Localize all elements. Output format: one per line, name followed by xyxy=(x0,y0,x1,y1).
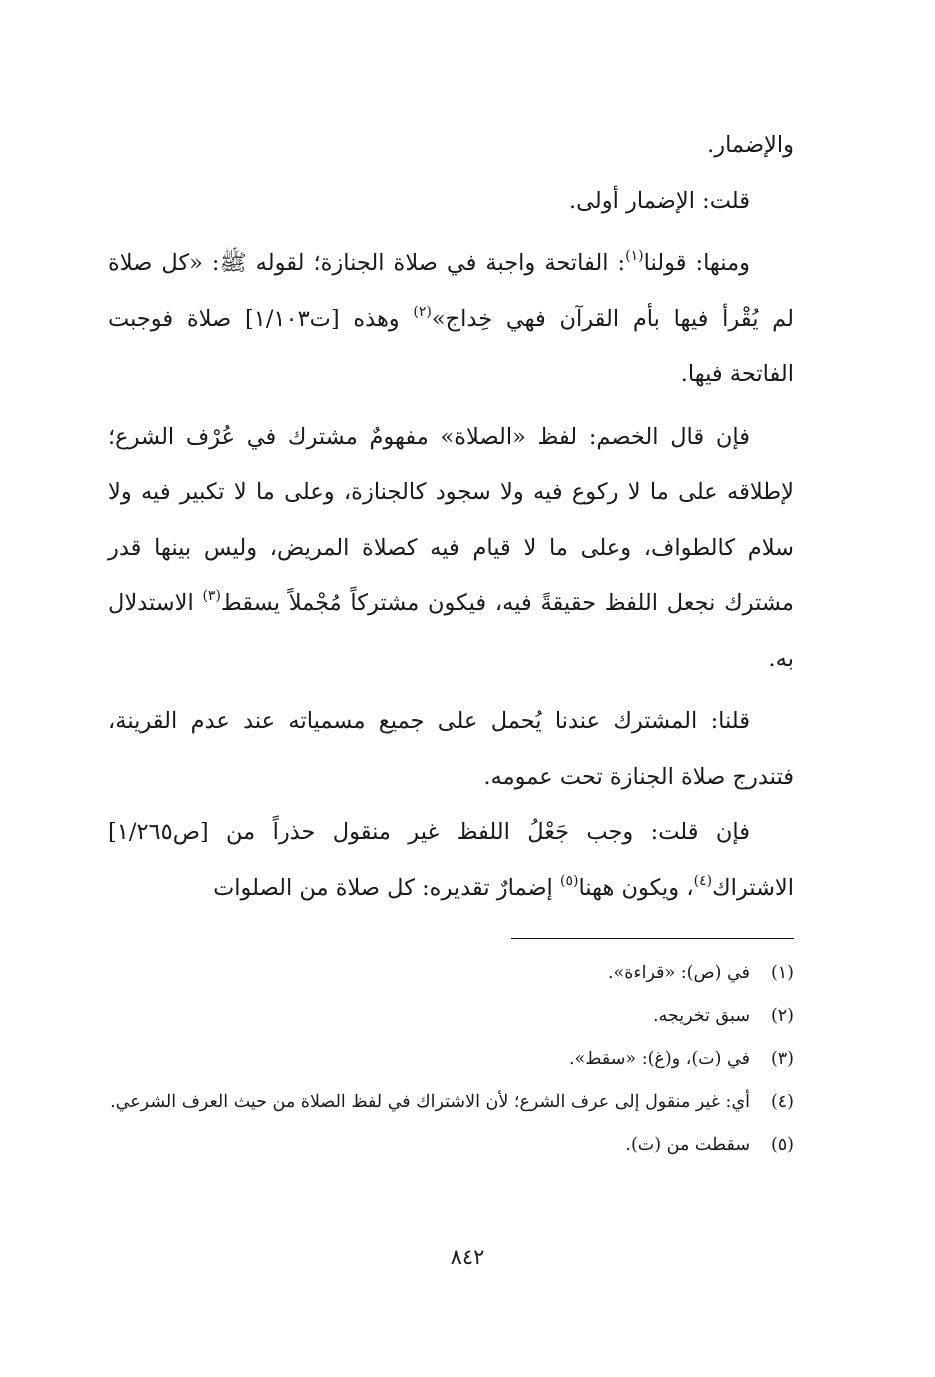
footnotes xyxy=(108,957,794,1172)
footnote-ref-2[interactable]: (٢) xyxy=(413,303,432,320)
paragraph-1 xyxy=(108,118,794,174)
footnote-5 xyxy=(108,1129,794,1161)
footnote-separator xyxy=(511,938,794,939)
footnote-ref-3[interactable]: (٣) xyxy=(202,588,221,604)
paragraph-3-text-a: ومنها: قولنا xyxy=(643,250,751,276)
footnote-number: (٢) xyxy=(770,1006,794,1026)
footnote-number: (٣) xyxy=(770,1049,794,1069)
paragraph-3-text-b: : الفاتحة واجبة في صلاة الجنازة؛ لقوله ﷺ: «كل صلاة لم يُقْرأ فيها بأم القرآن فهي خِداج» xyxy=(108,250,795,332)
footnote-number: (٥) xyxy=(770,1135,794,1155)
footnote-text: أي: غير منقول إلى عرف الشرع؛ لأن الاشتراك في لفظ الصلاة من حيث العرف الشرعي. xyxy=(110,1092,750,1112)
footnote-3 xyxy=(108,1043,794,1075)
footnote-number: (١) xyxy=(770,963,794,983)
footnote-ref-5[interactable]: (٥) xyxy=(559,872,579,889)
footnote-text: سبق تخريجه. xyxy=(652,1006,750,1026)
paragraph-5 xyxy=(108,694,794,805)
paragraph-4-text-a: فإن قال الخصم: لفظ «الصلاة» مفهومٌ مشترك في عُرْف الشرع؛ لإطلاقه على ما لا ركوع فيه ولا سجود كالجنازة، وعلى ما لا تكبير فيه ولا سلام كالطواف، وعلى ما لا قيام فيه كصلاة المريض، وليس بينها قدر مشترك نجعل اللفظ حقيقةً فيه، فيكون مشتركاً مُجْملاً يسقط xyxy=(108,423,794,616)
main-text xyxy=(108,118,794,916)
paragraph-6 xyxy=(108,805,794,916)
paragraph-1-text: والإضمار. xyxy=(707,132,794,158)
footnote-ref-4[interactable]: (٤) xyxy=(693,872,713,889)
paragraph-6-text-c: إضمارٌ تقديره: كل صلاة من الصلوات xyxy=(213,874,560,901)
paragraph-6-text-b: ، ويكون ههنا xyxy=(578,874,694,901)
footnote-ref-1[interactable]: (١) xyxy=(625,248,644,264)
footnote-text: في (ص): «قراءة». xyxy=(607,963,750,983)
paragraph-2-text: قلت: الإضمار أولى. xyxy=(569,187,750,214)
paragraph-6-text-a: فإن قلت: وجب جَعْلُ اللفظ غير منقول حذراً من [ص١/٢٦٥] الاشتراك xyxy=(108,819,794,901)
paragraph-4-text-b: الاستدلال به. xyxy=(108,590,794,672)
footnote-text: في (ت)، و(غ): «سقط». xyxy=(569,1049,750,1069)
footnote-1 xyxy=(108,957,794,989)
page-number: ٨٤٢ xyxy=(450,1245,485,1269)
paragraph-3-text-c: وهذه [ت١/١٠٣] صلاة فوجبت الفاتحة فيها. xyxy=(108,305,794,387)
paragraph-5-text: قلنا: المشترك عندنا يُحمل على جميع مسمياته عند عدم القرينة، فتندرج صلاة الجنازة تحت عمومه. xyxy=(108,708,794,790)
paragraph-4 xyxy=(108,410,794,688)
footnote-4 xyxy=(108,1086,794,1118)
footnote-number: (٤) xyxy=(770,1092,794,1112)
paragraph-3 xyxy=(108,236,794,403)
paragraph-2 xyxy=(108,174,794,230)
footnote-2 xyxy=(108,1000,794,1032)
footnote-text: سقطت من (ت). xyxy=(625,1135,750,1155)
